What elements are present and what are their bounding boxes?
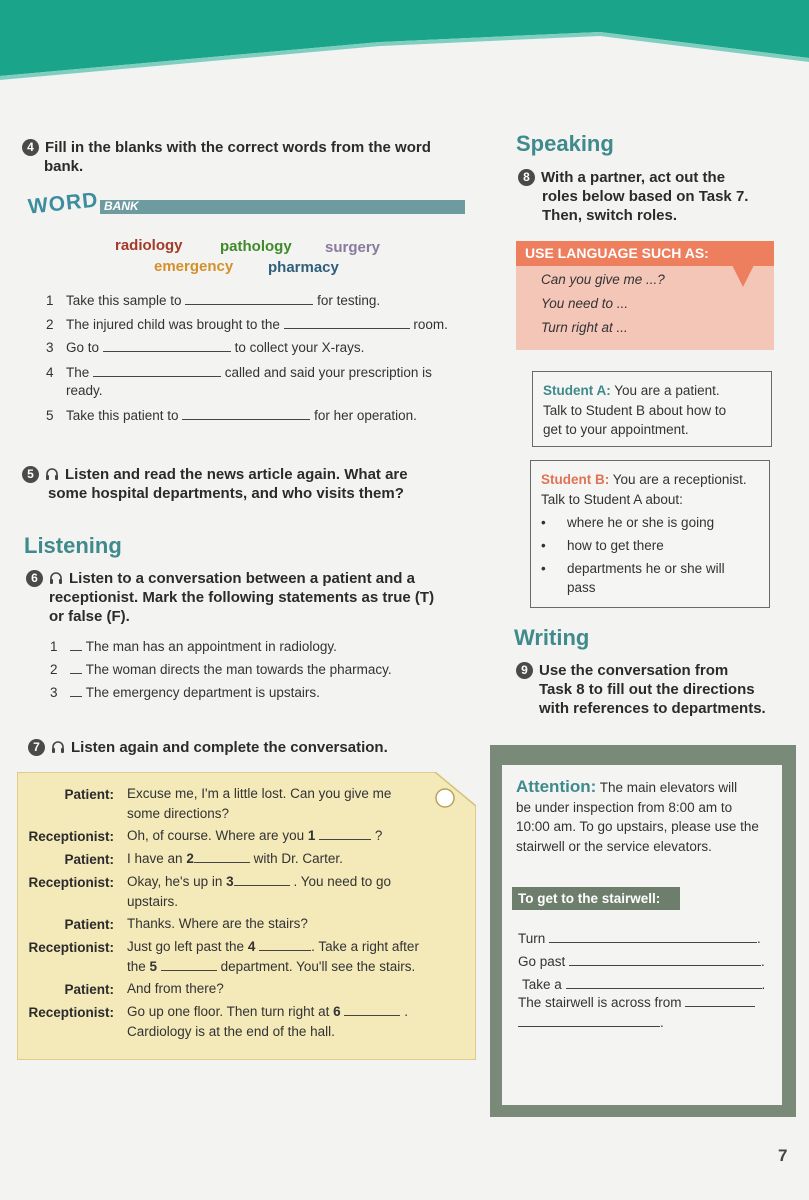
- tf-blank[interactable]: [70, 683, 82, 697]
- statement-3: 3 The emergency department is upstairs.: [50, 685, 320, 700]
- speech-pointer-icon: [732, 265, 754, 289]
- word-pharmacy: pharmacy: [268, 259, 339, 276]
- task8-number: 8: [518, 169, 535, 186]
- language-item: You need to ...: [541, 296, 629, 311]
- attention-text: Attention: The main elevators will be under inspection from 8:00 am to 10:00 am. To go upstairs, please use the stairwell or the service elevators.: [516, 777, 759, 854]
- conv-line: Excuse me, I'm a little lost. Can you give me some directions?: [127, 786, 392, 821]
- word-bank-logo: WORD: [26, 188, 100, 219]
- blank[interactable]: [569, 952, 761, 966]
- task9-instruction: 9 Use the conversation from Task 8 to fill out the directions with references to departments.: [516, 661, 796, 718]
- word-emergency: emergency: [154, 258, 234, 275]
- language-item: Turn right at ...: [541, 320, 628, 335]
- blank[interactable]: [518, 1013, 660, 1027]
- speaker-label: Receptionist:: [28, 1005, 114, 1020]
- blank[interactable]: [103, 338, 231, 352]
- speaker-label: Patient:: [64, 787, 114, 802]
- language-box: [516, 241, 774, 350]
- statement-1: 1 The man has an appointment in radiology.: [50, 639, 337, 654]
- task9-number: 9: [516, 662, 533, 679]
- direction-line: Turn .: [518, 931, 761, 946]
- task6-instruction: 6 Listen to a conversation between a patient and a receptionist. Mark the following statements as true (T) or false (F).: [26, 569, 466, 626]
- speaker-label: Receptionist:: [28, 875, 114, 890]
- task8-instruction: 8 With a partner, act out the roles below based on Task 7. Then, switch roles.: [518, 168, 788, 225]
- blank[interactable]: [284, 315, 410, 329]
- blank[interactable]: [549, 929, 757, 943]
- task4-item-5: 5 Take this patient to for her operation.: [46, 408, 417, 423]
- blank[interactable]: [161, 957, 217, 971]
- word-bank-banner: [26, 188, 468, 222]
- blank[interactable]: [194, 849, 250, 863]
- listening-heading: Listening: [24, 533, 122, 558]
- tf-blank[interactable]: [70, 660, 82, 674]
- conv-line: Just go left past the 4 . Take a right after the 5 department. You'll see the stairs.: [127, 939, 419, 974]
- task7-instruction: 7 Listen again and complete the conversation.: [28, 738, 388, 757]
- conv-line: Oh, of course. Where are you 1 ?: [127, 828, 383, 843]
- task4-item-1: 1 Take this sample to for testing.: [46, 293, 381, 308]
- headphones-icon[interactable]: [49, 571, 63, 585]
- task4-item-2: 2 The injured child was brought to the room.: [46, 317, 448, 332]
- blank[interactable]: [259, 937, 311, 951]
- attention-notice: [502, 765, 782, 1105]
- word-bank-label: BANK: [104, 199, 139, 213]
- conv-line: Go up one floor. Then turn right at 6 . Cardiology is at the end of the hall.: [127, 1004, 408, 1039]
- blank[interactable]: [182, 406, 310, 420]
- conv-line: Okay, he's up in 3 . You need to go upstairs.: [127, 874, 392, 909]
- speaking-heading: Speaking: [516, 131, 614, 156]
- blank[interactable]: [93, 363, 221, 377]
- speaker-label: Patient:: [64, 917, 114, 932]
- conv-line: And from there?: [127, 981, 224, 996]
- conv-line: I have an 2 with Dr. Carter.: [127, 851, 343, 866]
- task4-instruction: 4 Fill in the blanks with the correct words from the word bank.: [22, 138, 462, 176]
- conversation-card: [17, 772, 476, 1060]
- student-b-box: Student B: You are a receptionist. Talk to Student A about: • where he or she is going • how to get there • departments he or she will pass: [530, 460, 770, 608]
- speaker-label: Receptionist:: [28, 940, 114, 955]
- direction-line: Take a .: [522, 977, 766, 992]
- language-item: Can you give me ...?: [541, 272, 665, 287]
- blank[interactable]: [234, 872, 290, 886]
- tf-blank[interactable]: [70, 637, 82, 651]
- headphones-icon[interactable]: [45, 467, 59, 481]
- headphones-icon[interactable]: [51, 740, 65, 754]
- language-header: USE LANGUAGE SUCH AS:: [516, 241, 774, 266]
- top-banner: [0, 0, 809, 80]
- task5-instruction: 5 Listen and read the news article again. What are some hospital departments, and who visits them?: [22, 465, 462, 503]
- word-surgery: surgery: [325, 239, 381, 256]
- word-bank-bar: [100, 200, 465, 214]
- word-pathology: pathology: [220, 238, 292, 255]
- blank[interactable]: [685, 993, 755, 1007]
- blank[interactable]: [185, 291, 313, 305]
- blank[interactable]: [319, 826, 371, 840]
- blank[interactable]: [566, 975, 762, 989]
- task6-number: 6: [26, 570, 43, 587]
- attention-frame: [490, 745, 796, 1117]
- speaker-label: Patient:: [64, 982, 114, 997]
- direction-line: The stairwell is across from .: [518, 993, 780, 1032]
- statement-2: 2 The woman directs the man towards the pharmacy.: [50, 662, 392, 677]
- speaker-label: Patient:: [64, 852, 114, 867]
- direction-line: Go past .: [518, 954, 765, 969]
- task5-number: 5: [22, 466, 39, 483]
- conv-line: Thanks. Where are the stairs?: [127, 916, 308, 931]
- student-a-box: Student A: You are a patient. Talk to Student B about how to get to your appointment.: [532, 371, 772, 447]
- page-number: 7: [778, 1146, 788, 1165]
- task4-item-3: 3 Go to to collect your X-rays.: [46, 340, 365, 355]
- word-radiology: radiology: [115, 237, 183, 254]
- task7-number: 7: [28, 739, 45, 756]
- speaker-label: Receptionist:: [28, 829, 114, 844]
- task4-item-4: 4 The called and said your prescription is ready.: [46, 365, 432, 398]
- stairwell-header: To get to the stairwell:: [512, 887, 680, 910]
- blank[interactable]: [344, 1002, 400, 1016]
- task4-number: 4: [22, 139, 39, 156]
- writing-heading: Writing: [514, 625, 590, 650]
